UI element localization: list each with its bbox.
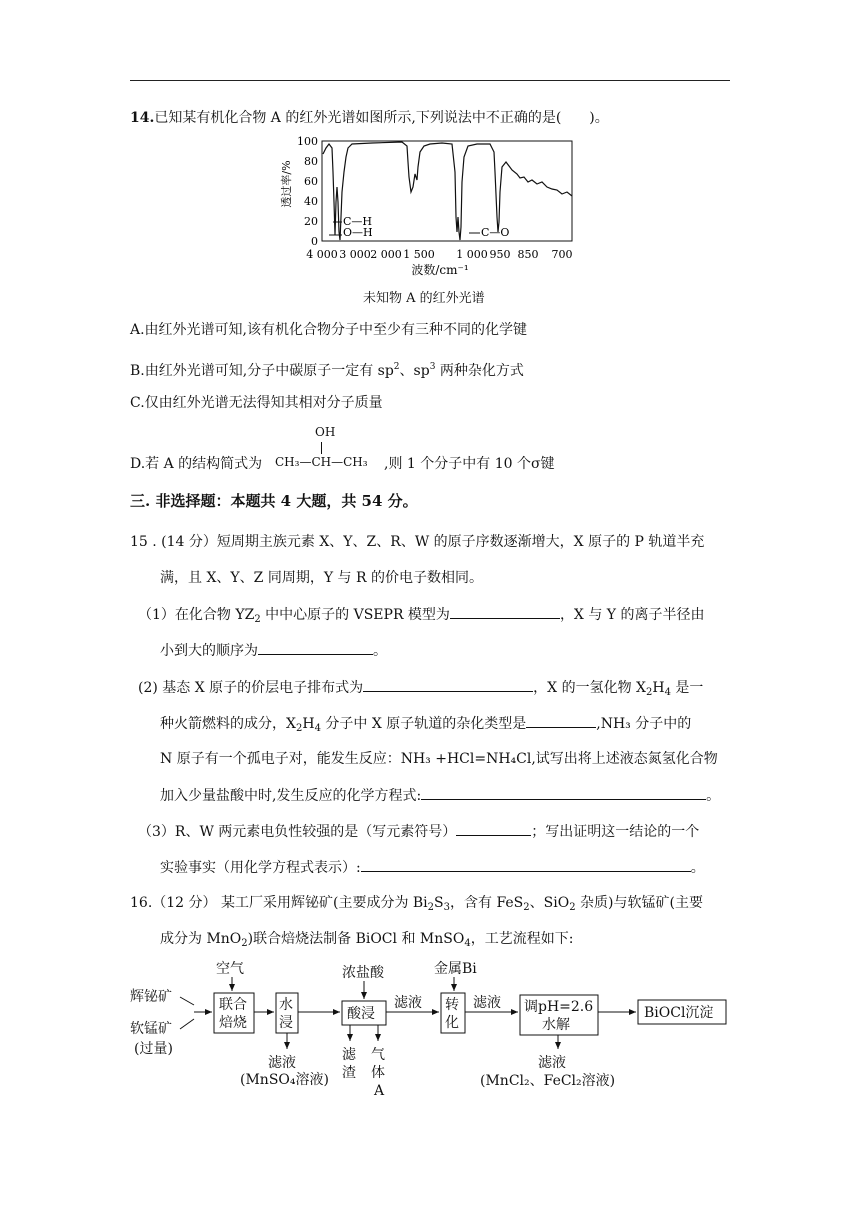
struct-chain: CH₃—CH—CH₃ [275, 455, 368, 469]
answer-blank-equation1[interactable] [421, 785, 706, 800]
q16-sub5: 2 [241, 938, 248, 949]
residue-line2: 渣 [342, 1065, 356, 1081]
q15-part2-line2 [160, 713, 691, 739]
q15-p1-text3: ，X 与 Y 的离子半径由 [559, 607, 705, 623]
box2-line2: 浸 [279, 1015, 293, 1031]
x-tick-3000: 3 000 [339, 248, 371, 261]
option-b-text1: B.由红外光谱可知,分子中碳原子一定有 sp [130, 363, 394, 379]
q15-part2-line4 [160, 785, 720, 806]
q16-text7: )联合焙烧法制备 BiOCl 和 MnSO [247, 931, 465, 947]
q16-text3: ，含有 FeS [450, 895, 524, 911]
q15-p2-text9: 加入少量盐酸中时,发生反应的化学方程式: [160, 788, 422, 804]
q16-stem-2 [160, 929, 573, 954]
answer-blank-config[interactable] [363, 677, 533, 692]
x-tick-950: 950 [489, 248, 511, 261]
option-b-sup2: 3 [429, 362, 436, 372]
x-tick-1000: 1 000 [456, 248, 488, 261]
input-excess: (过量) [134, 1041, 173, 1057]
box2-line1: 水 [279, 997, 293, 1013]
box1-line2: 焙烧 [219, 1015, 247, 1031]
q14-option-a: A.由红外光谱可知,该有机化合物分子中至少有三种不同的化学键 [130, 322, 528, 338]
q14-option-b [130, 357, 524, 381]
q14-stem-text: 已知某有机化合物 A 的红外光谱如图所示,下列说法中不正确的是( )。 [154, 110, 609, 126]
q15-p2-text2: ，X 的一氢化物 X [533, 680, 646, 696]
filtrate3-label: 滤液 [473, 995, 501, 1011]
input-bismuthinite: 辉铋矿 [130, 989, 172, 1005]
q15-p2-text3: H [652, 680, 665, 696]
q15-p1-text2: 中中心原子的 VSEPR 模型为 [260, 607, 450, 623]
box3-label: 酸浸 [347, 1006, 375, 1022]
filtrate4-content: (MnCl₂、FeCl₂溶液) [480, 1073, 616, 1089]
q16-sub4: 2 [569, 902, 576, 913]
top-rule [130, 80, 730, 81]
q16-sub6: 4 [464, 938, 471, 949]
filtrate2-label: 滤液 [394, 995, 422, 1011]
x-tick-1500: 1 500 [403, 248, 435, 261]
q15-p1-text5: 。 [373, 643, 387, 659]
filtrate4-label: 滤液 [538, 1055, 566, 1071]
q15-part3-line2 [160, 857, 705, 878]
q16-text8: ，工艺流程如下: [470, 931, 574, 947]
q15-part1-line2 [160, 640, 387, 661]
struct-oh: OH [315, 425, 336, 439]
q15-p2-text8: ,NH₃ 分子中的 [596, 716, 692, 732]
q15-part2-line1 [138, 677, 703, 703]
filtrate1-label: 滤液 [268, 1055, 296, 1071]
q14-option-d [130, 454, 262, 474]
box6-label: BiOCl沉淀 [644, 1005, 714, 1021]
q15-stem-2: 满，且 X、Y、Z 同周期，Y 与 R 的价电子数相同。 [160, 570, 483, 586]
box4-line1: 转 [445, 997, 459, 1013]
answer-blank-hybridization[interactable] [526, 713, 596, 728]
gas-line2: 体 [371, 1065, 385, 1081]
q15-p1-text4: 小到大的顺序为 [160, 643, 258, 659]
x-tick-700: 700 [551, 248, 573, 261]
q15-stem-1: 15 . (14 分）短周期主族元素 X、Y、Z、R、W 的原子序数逐渐增大，X 原子的 P 轨道半充 [130, 534, 705, 550]
acid-label: 浓盐酸 [342, 965, 384, 981]
q16-text1: 16.（12 分） 某工厂采用辉铋矿(主要成分为 Bi [130, 895, 428, 911]
q16-sub2: 3 [443, 902, 450, 913]
x-tick-4000: 4 000 [306, 248, 338, 261]
q15-p2-text1: (2) 基态 X 原子的价层电子排布式为 [138, 680, 364, 696]
annot-ch: C—H [343, 215, 373, 228]
x-tick-2000: 2 000 [370, 248, 402, 261]
q15-p2-sub1: 2 [646, 687, 653, 698]
option-b-text3: 两种杂化方式 [435, 363, 524, 379]
arrow-input1 [180, 997, 194, 1005]
q15-p3-text1: （3）R、W 两元素电负性较强的是（写元素符号） [138, 824, 457, 840]
y-tick-40: 40 [304, 195, 318, 208]
annot-oh: O—H [343, 226, 373, 239]
process-flow-diagram [128, 955, 738, 1105]
answer-blank-radius-order[interactable] [258, 640, 373, 655]
q16-text2: S [434, 895, 444, 911]
filtrate1-content: (MnSO₄溶液) [240, 1072, 329, 1088]
option-b-sup1: 2 [393, 362, 400, 372]
q15-p3-text2: ；写出证明这一结论的一个 [531, 824, 700, 840]
q15-p2-text10: 。 [706, 788, 721, 804]
q15-p2-text5: 种火箭燃料的成分，X [160, 716, 296, 732]
q15-p3-text4: 。 [690, 860, 705, 876]
q16-sub3: 2 [523, 902, 530, 913]
option-b-text2: 、sp [399, 363, 430, 379]
q15-part2-line3: N 原子有一个孤电子对，能发生反应：NH₃ +HCl=NH₄Cl,试写出将上述液态氮氢化合物 [160, 751, 718, 767]
q15-p2-sub4: 4 [314, 723, 321, 734]
q15-p3-text3: 实验事实（用化学方程式表示）: [160, 860, 361, 876]
q15-p2-text7: 分子中 X 原子轨道的杂化类型是 [320, 716, 527, 732]
q15-part1-line1 [138, 604, 705, 630]
q16-text4: 、SiO [529, 895, 570, 911]
q16-stem-1 [130, 893, 703, 918]
q14-option-c: C.仅由红外光谱无法得知其相对分子质量 [130, 395, 383, 411]
q16-sub1: 2 [427, 902, 435, 913]
option-d-text1: D.若 A 的结构简式为 [130, 456, 263, 472]
q15-p2-sub2: 4 [664, 687, 671, 698]
answer-blank-element[interactable] [456, 821, 531, 836]
arrow-input2 [180, 1019, 194, 1029]
gas-line3: A [374, 1083, 385, 1099]
figure-caption: 未知物 A 的红外光谱 [363, 291, 485, 306]
q16-text6: 成分为 MnO [160, 931, 242, 947]
y-tick-80: 80 [304, 155, 318, 168]
q15-p2-text6: H [302, 716, 315, 732]
q15-p2-text4: 是一 [670, 680, 704, 696]
y-tick-0: 0 [311, 235, 318, 248]
q15-p2-sub3: 2 [295, 723, 303, 734]
answer-blank-vsepr[interactable] [450, 604, 560, 619]
y-tick-60: 60 [304, 175, 318, 188]
q15-part3-line1 [138, 821, 699, 842]
q15-p1-sub: 2 [254, 614, 261, 625]
q16-text5: 杂质)与软锰矿(主要 [575, 895, 703, 911]
box5-line2: 水解 [542, 1017, 570, 1033]
structural-formula [275, 425, 385, 470]
y-tick-20: 20 [304, 215, 318, 228]
q14-number: 14. [130, 110, 155, 126]
x-tick-850: 850 [517, 248, 539, 261]
section3-title: 三. 非选择题：本题共 4 大题，共 54 分。 [130, 492, 418, 510]
annot-co: C—O [481, 226, 510, 239]
q15-p1-text1: （1）在化合物 YZ [138, 607, 255, 623]
metal-bi-label: 金属Bi [434, 961, 477, 977]
ir-ylabel: 透过率/% [280, 160, 293, 208]
option-d-tail: ,则 1 个分子中有 10 个σ键 [384, 456, 555, 472]
q14-stem [130, 108, 609, 128]
ir-spectrum-figure [282, 132, 578, 282]
box5-line1: 调pH=2.6 [524, 999, 594, 1015]
ir-xlabel: 波数/cm⁻¹ [411, 263, 469, 277]
box4-line2: 化 [445, 1015, 459, 1031]
air-label: 空气 [216, 961, 244, 977]
gas-line1: 气 [371, 1047, 385, 1063]
residue-line1: 滤 [342, 1047, 356, 1063]
input-pyrolusite: 软锰矿 [130, 1021, 172, 1037]
y-tick-100: 100 [297, 135, 318, 148]
answer-blank-equation2[interactable] [361, 857, 691, 872]
box1-line1: 联合 [219, 997, 247, 1013]
struct-bond [321, 442, 322, 454]
